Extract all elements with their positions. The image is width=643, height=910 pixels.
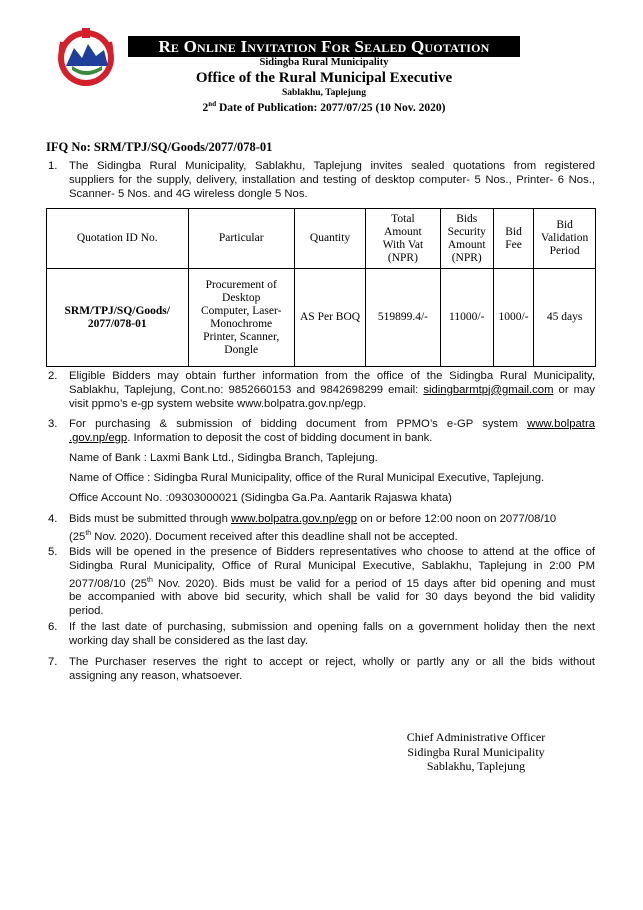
cell-quantity: AS Per BOQ <box>294 269 365 367</box>
item-3-number: 3. <box>48 418 58 430</box>
table-row <box>47 269 596 367</box>
publication-date: 2nd Date of Publication: 2077/07/25 (10 Nov. 2020) <box>202 100 446 114</box>
item-3-text: For purchasing & submission of bidding document from PPMO’s e-GP system www.bolpatra .gov.np/egp. Information to deposit the cost of bidding document in bank. <box>69 418 595 444</box>
col-header-total-amount: Total Amount With Vat (NPR) <box>366 209 440 269</box>
cell-bid-fee: 1000/- <box>493 269 533 367</box>
col-header-bid-validation: Bid Validation Period <box>534 209 596 269</box>
cell-total-amount: 519899.4/- <box>366 269 440 367</box>
document-title: Re Online Invitation For Sealed Quotation <box>128 36 520 57</box>
col-header-bid-security: Bids Security Amount (NPR) <box>440 209 493 269</box>
item-7-text: The Purchaser reserves the right to accept or reject, wholly or partly any or all the bids without assigning any reason, whatsoever. <box>69 656 595 682</box>
item-6-number: 6. <box>48 621 58 633</box>
signature-title: Chief Administrative Officer <box>406 730 546 744</box>
ifq-number: IFQ No: SRM/TPJ/SQ/Goods/2077/078-01 <box>46 140 273 154</box>
email-link[interactable]: sidingbarmtpj@gmail.com <box>423 383 554 396</box>
bolpatra-link-cont[interactable]: .gov.np/egp <box>69 431 128 444</box>
bank-name: Name of Bank : Laxmi Bank Ltd., Sidingba Branch, Taplejung. <box>69 452 378 464</box>
item-1-number: 1. <box>48 160 58 172</box>
submission-link[interactable]: www.bolpatra.gov.np/egp <box>231 513 358 525</box>
office-account: Office Account No. :09303000021 (Sidingba Ga.Pa. Aantarik Rajaswa khata) <box>69 492 452 504</box>
quotation-table <box>46 208 596 367</box>
col-header-bid-fee: Bid Fee <box>493 209 533 269</box>
signature-block <box>386 730 566 774</box>
header-office: Office of the Rural Municipal Executive <box>195 70 453 86</box>
item-2-number: 2. <box>48 370 58 382</box>
signature-org: Sidingba Rural Municipality <box>407 744 545 759</box>
item-1-text: The Sidingba Rural Municipality, Sablakhu, Taplejung invites sealed quotations from registered suppliers for the supply, delivery, installation and testing of desktop computer- 5 Nos., Printer- 6 Nos., Scanner- 5 Nos. and 4G wireless dongle 5 Nos. <box>69 160 595 200</box>
item-4-text: Bids must be submitted through www.bolpatra.gov.np/egp on or before 12:00 noon on 2077/08/10 (25th Nov. 2020). Document received after this deadline shall not be accepted. <box>69 513 557 543</box>
col-header-quotation-id: Quotation ID No. <box>47 209 189 269</box>
item-4-number: 4. <box>48 513 58 525</box>
item-7-number: 7. <box>48 656 58 668</box>
header-municipality: Sidingba Rural Municipality <box>259 57 389 68</box>
cell-bid-security: 11000/- <box>440 269 493 367</box>
signature-place: Sablakhu, Taplejung <box>426 759 526 773</box>
office-name: Name of Office : Sidingba Rural Municipality, office of the Rural Municipal Executive, Taplejung. <box>69 472 545 484</box>
cell-bid-validation: 45 days <box>534 269 596 367</box>
table-header-row <box>47 209 596 269</box>
item-5-text: Bids will be opened in the presence of Bidders representatives who choose to attend at the office of Sidingba Rural Municipality, Office of Rural Municipal Executive, Sablakhu, Taplejung in 2:00 PM 2077/08/10 (25th Nov. 2020). Bids must be valid for a period of 15 days after bid opening and must be accompanied with above bid security, which shall be valid for 30 days beyond the bid validity period. <box>69 546 595 617</box>
item-5-number: 5. <box>48 546 58 558</box>
col-header-quantity: Quantity <box>294 209 365 269</box>
bolpatra-link[interactable]: www.bolpatra <box>527 418 595 430</box>
item-6-text: If the last date of purchasing, submission and opening falls on a government holiday then the next working day shall be considered as the last day. <box>69 621 595 647</box>
col-header-particular: Particular <box>188 209 294 269</box>
government-emblem-icon <box>52 22 120 90</box>
header-place: Sablakhu, Taplejung <box>282 88 366 98</box>
item-2-text: Eligible Bidders may obtain further information from the office of the Sidingba Rural Municipality, Sablakhu, Taplejung, Cont.no: 9852660153 and 9842698299 email: sidingbarmtpj@gmail.com or may visit ppmo’s e-gp system website www.bolpatra.gov.np/egp. <box>69 370 595 410</box>
cell-particular: Procurement of Desktop Computer, Laser- Monochrome Printer, Scanner, Dongle <box>188 269 294 367</box>
cell-quotation-id: SRM/TPJ/SQ/Goods/ 2077/078-01 <box>47 269 189 367</box>
